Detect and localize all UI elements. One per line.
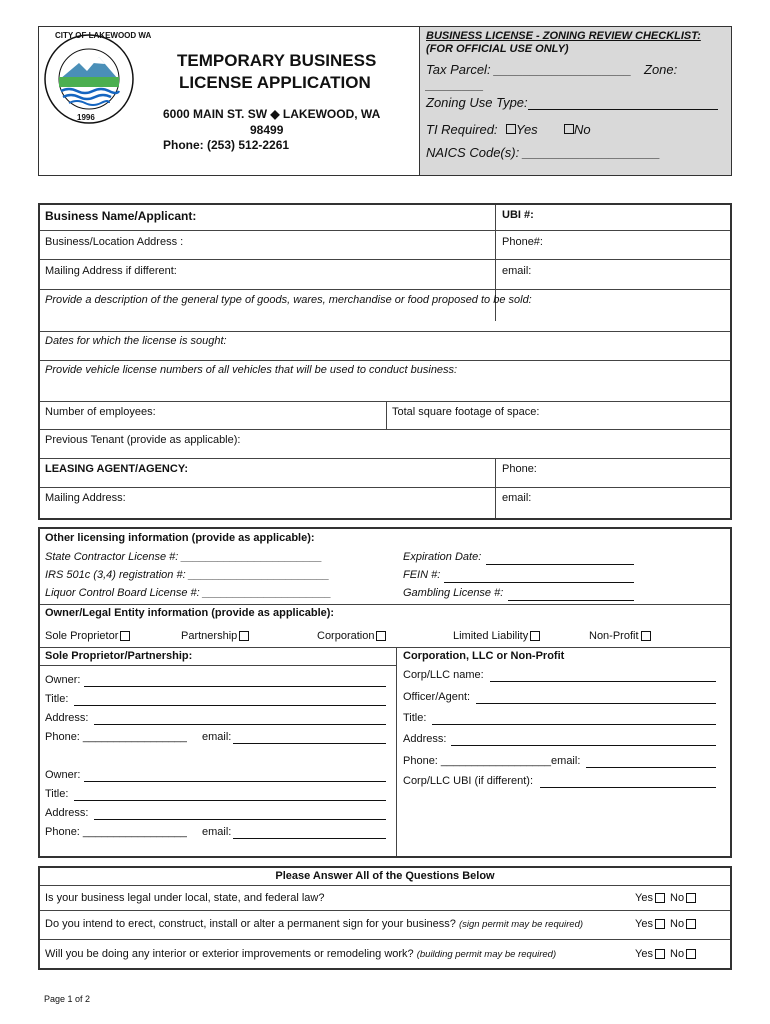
ti-no-label: No	[574, 122, 591, 137]
title1-input[interactable]	[74, 705, 386, 706]
corporation-checkbox[interactable]	[376, 631, 386, 641]
type-partnership[interactable]	[181, 630, 251, 642]
licensing-box	[38, 527, 732, 858]
type-label: Corporation	[317, 630, 375, 642]
type-label: Non-Profit	[589, 630, 639, 642]
gambling-label: Gambling License #:	[403, 587, 504, 599]
naics-field[interactable]: NAICS Code(s): ___________________	[426, 145, 661, 160]
header-box	[38, 26, 732, 176]
corp-address-input[interactable]	[451, 745, 716, 746]
leasing-divider	[495, 458, 496, 518]
mailing-address-label[interactable]: Mailing Address if different:	[45, 265, 177, 277]
officer-input[interactable]	[476, 703, 716, 704]
sqft-divider	[386, 401, 387, 429]
q2-no-checkbox[interactable]	[686, 919, 696, 929]
email2-label: email:	[202, 826, 232, 838]
gambling-input[interactable]	[508, 600, 634, 601]
divider	[40, 458, 730, 459]
q1-answer[interactable]	[635, 892, 698, 904]
leasing-phone-label[interactable]: Phone:	[502, 463, 537, 475]
leasing-agent-label: LEASING AGENT/AGENCY:	[45, 463, 189, 475]
q3-yes-checkbox[interactable]	[655, 949, 665, 959]
zone-field[interactable]: Zone:	[644, 62, 678, 77]
zone-blank: ________	[426, 77, 484, 92]
type-corporation[interactable]	[317, 630, 388, 642]
divider	[40, 360, 730, 361]
location-address-label[interactable]: Business/Location Address :	[45, 236, 184, 248]
tax-parcel-field[interactable]: Tax Parcel: ___________________	[426, 62, 632, 77]
partnership-checkbox[interactable]	[239, 631, 249, 641]
office-zip: 98499	[250, 123, 284, 137]
business-info-box	[38, 203, 732, 520]
q1-no-label: No	[670, 892, 685, 904]
type-label: Sole Proprietor	[45, 630, 119, 642]
q1-yes-label: Yes	[635, 892, 653, 904]
question-sign	[45, 918, 583, 930]
divider	[40, 910, 730, 911]
form-title-line1: TEMPORARY BUSINESS	[177, 51, 377, 70]
corp-address-label: Address:	[403, 733, 447, 745]
zoning-use-label: Zoning Use Type:	[426, 95, 528, 110]
seal-emblem	[43, 33, 135, 125]
llc-checkbox[interactable]	[530, 631, 540, 641]
ti-yes-checkbox[interactable]	[506, 124, 516, 134]
page-number: Page 1 of 2	[44, 994, 91, 1004]
q2-yes-checkbox[interactable]	[655, 919, 665, 929]
title2-input[interactable]	[74, 800, 386, 801]
corp-title-input[interactable]	[432, 724, 716, 725]
email1-input[interactable]	[233, 743, 386, 744]
zoning-checklist-panel	[419, 27, 731, 175]
question-improvements	[45, 948, 556, 960]
ti-required-label: TI Required:	[426, 122, 498, 137]
sole-partnership-title: Sole Proprietor/Partnership:	[45, 650, 193, 662]
phone1-field[interactable]: Phone: _________________	[45, 731, 187, 743]
q3-text: Will you be doing any interior or exterior improvements or remodeling work?	[45, 948, 414, 960]
vehicle-numbers-field[interactable]: Provide vehicle license numbers of all vehicles that will be used to conduct business:	[45, 364, 458, 376]
q2-text: Do you intend to erect, construct, install or alter a permanent sign for your business?	[45, 918, 456, 930]
divider	[40, 429, 730, 430]
owner2-label: Owner:	[45, 769, 81, 781]
q3-note: (building permit may be required)	[416, 949, 557, 960]
nonprofit-checkbox[interactable]	[641, 631, 651, 641]
email1-label: email:	[202, 731, 232, 743]
divider	[40, 604, 730, 605]
divider	[40, 487, 730, 488]
q3-yes-label: Yes	[635, 948, 653, 960]
checklist-title: BUSINESS LICENSE - ZONING REVIEW CHECKLIST:	[426, 30, 701, 42]
q1-no-checkbox[interactable]	[686, 893, 696, 903]
leasing-mailing-label[interactable]: Mailing Address:	[45, 492, 126, 504]
q2-no-label: No	[670, 918, 685, 930]
owner-divider	[396, 647, 397, 856]
ti-yes-label: Yes	[516, 122, 538, 137]
email-label[interactable]: email:	[502, 265, 532, 277]
form-title-line2: LICENSE APPLICATION	[179, 73, 371, 92]
ubi-label: UBI #:	[502, 209, 534, 221]
type-label: Limited Liability	[453, 630, 529, 642]
corp-ubi-label: Corp/LLC UBI (if different):	[403, 775, 534, 787]
q3-answer[interactable]	[635, 948, 698, 960]
divider	[40, 647, 730, 648]
seal-ring-text: CITY OF LAKEWOOD WA	[55, 31, 152, 40]
corp-ubi-input[interactable]	[540, 787, 716, 788]
business-name-label: Business Name/Applicant:	[45, 209, 197, 223]
divider	[40, 401, 730, 402]
checklist-subtitle: (FOR OFFICIAL USE ONLY)	[426, 43, 569, 55]
previous-tenant-field[interactable]: Previous Tenant (provide as applicable):	[45, 434, 241, 446]
q3-no-checkbox[interactable]	[686, 949, 696, 959]
address1-input[interactable]	[94, 724, 386, 725]
sqft-field[interactable]: Total square footage of space:	[392, 406, 540, 418]
fein-input[interactable]	[444, 582, 634, 583]
address2-label: Address:	[45, 807, 89, 819]
corp-name-input[interactable]	[490, 681, 716, 682]
office-phone: Phone: (253) 512-2261	[163, 138, 290, 152]
owner-info-title: Owner/Legal Entity information (provide as applicable):	[45, 607, 335, 619]
corp-title-label: Title:	[403, 712, 427, 724]
questions-box	[38, 866, 732, 970]
type-llc[interactable]	[453, 630, 542, 642]
expiration-label: Expiration Date:	[403, 551, 482, 563]
title2-label: Title:	[45, 788, 69, 800]
type-nonprofit[interactable]	[589, 630, 653, 642]
owner1-label: Owner:	[45, 674, 81, 686]
divider	[40, 885, 730, 886]
license-dates-field[interactable]: Dates for which the license is sought:	[45, 335, 227, 347]
divider	[40, 289, 730, 290]
divider	[40, 939, 730, 940]
sole-proprietor-checkbox[interactable]	[120, 631, 130, 641]
seal-year: 1996	[77, 113, 95, 122]
q1-yes-checkbox[interactable]	[655, 893, 665, 903]
officer-label: Officer/Agent:	[403, 691, 471, 703]
corp-email-input[interactable]	[586, 767, 716, 768]
q2-yes-label: Yes	[635, 918, 653, 930]
type-label: Partnership	[181, 630, 238, 642]
divider	[40, 230, 730, 231]
corp-llc-title: Corporation, LLC or Non-Profit	[403, 650, 565, 662]
address2-input[interactable]	[94, 819, 386, 820]
zoning-use-input[interactable]	[528, 109, 718, 110]
liquor-field[interactable]: Liquor Control Board License #: _____________________	[45, 587, 332, 599]
office-address: 6000 MAIN ST. SW ◆ LAKEWOOD, WA	[163, 107, 381, 121]
leasing-email-label[interactable]: email:	[502, 492, 532, 504]
divider	[40, 259, 730, 260]
state-contractor-field[interactable]: State Contractor License #: _______________________	[45, 551, 323, 563]
q3-no-label: No	[670, 948, 685, 960]
corp-name-label: Corp/LLC name:	[403, 669, 484, 681]
question-legal: Is your business legal under local, state, and federal law?	[45, 892, 325, 904]
title1-label: Title:	[45, 693, 69, 705]
owner2-input[interactable]	[84, 781, 386, 782]
address1-label: Address:	[45, 712, 89, 724]
owner1-input[interactable]	[84, 686, 386, 687]
corp-phone-field[interactable]: Phone: __________________email:	[403, 755, 581, 767]
phone2-field[interactable]: Phone: _________________	[45, 826, 187, 838]
goods-description-field[interactable]: Provide a description of the general type of goods, wares, merchandise or food proposed to be sold:	[45, 294, 532, 306]
fein-label: FEIN #:	[403, 569, 441, 581]
type-sole-proprietor[interactable]	[45, 630, 132, 642]
irs-field[interactable]: IRS 501c (3,4) registration #: _______________________	[45, 569, 330, 581]
divider	[40, 665, 396, 666]
divider	[40, 331, 730, 332]
email2-input[interactable]	[233, 838, 386, 839]
licensing-title: Other licensing information (provide as applicable):	[45, 532, 315, 544]
q2-answer[interactable]	[635, 918, 698, 930]
ti-no-checkbox[interactable]	[564, 124, 574, 134]
q2-note: (sign permit may be required)	[458, 919, 584, 930]
employees-field[interactable]: Number of employees:	[45, 406, 156, 418]
questions-title: Please Answer All of the Questions Below	[275, 870, 495, 882]
city-seal	[43, 31, 152, 125]
expiration-input[interactable]	[486, 564, 634, 565]
phone-label[interactable]: Phone#:	[502, 236, 543, 248]
